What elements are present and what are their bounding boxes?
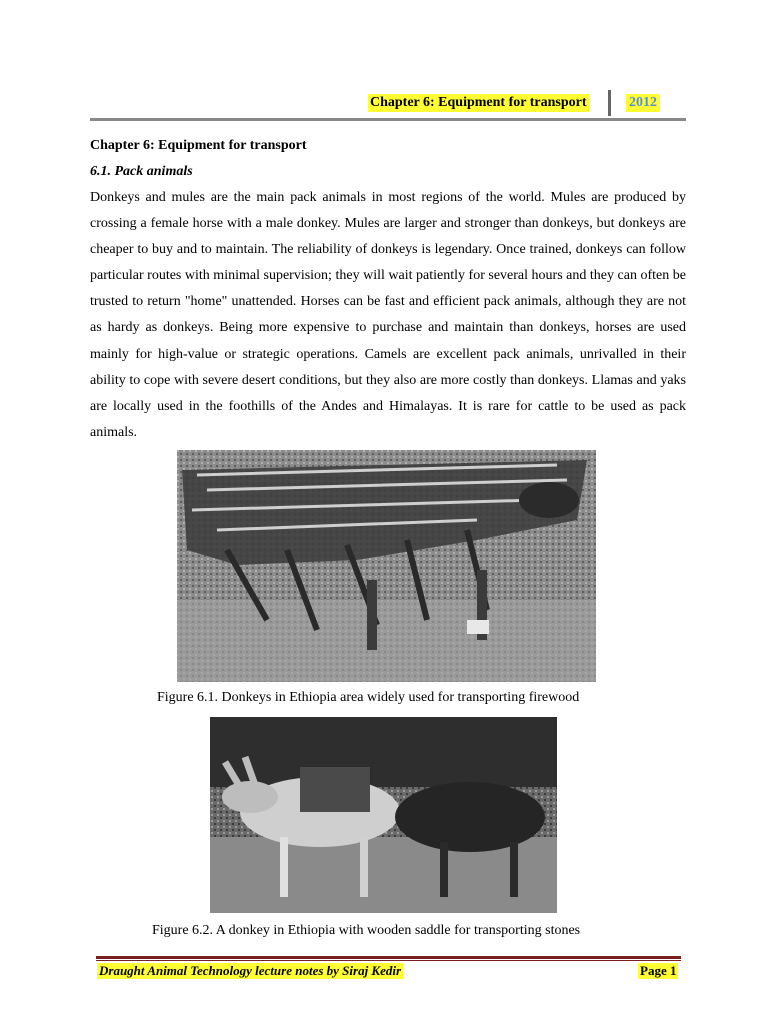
header-separator (608, 90, 611, 116)
header-year: 2012 (626, 94, 660, 112)
body-paragraph: Donkeys and mules are the main pack animals in most regions of the world. Mules are produced by crossing a female horse with a male donkey. Mules are larger and stronger than donkeys, but donkeys are cheaper to buy and to maintain. The reliability of donkeys is legendary. Once trained, donkeys can follow particular routes with minimal supervision; they will wait patiently for several hours and they can often be trusted to return "home" unattended. Horses can be fast and efficient pack animals, although they are not as hardy as donkeys. Being more expensive to purchase and maintain than donkeys, horses are used mainly for high-value or strategic operations. Camels are excellent pack animals, unrivalled in their ability to cope with severe desert conditions, but they also are more costly than donkeys. Llamas and yaks are locally used in the foothills of the Andes and Himalayas. It is rare for cattle to be used as pack animals. (90, 190, 686, 440)
footer-author-note: Draught Animal Technology lecture notes by Siraj Kedir (99, 963, 402, 978)
chapter-heading: Chapter 6: Equipment for transport (90, 138, 307, 153)
header-rule (90, 118, 686, 121)
page-header (90, 90, 686, 122)
footer-page-number: Page 1 (640, 963, 677, 978)
figure-donkey-saddle-image (210, 717, 557, 913)
footer-rule-thin (96, 960, 681, 961)
header-title: Chapter 6: Equipment for transport (370, 95, 587, 110)
footer-rule (96, 956, 681, 959)
figure-1-caption: Figure 6.1. Donkeys in Ethiopia area widely used for transporting firewood (157, 690, 580, 705)
section-heading: 6.1. Pack animals (90, 164, 193, 179)
figure-2-caption: Figure 6.2. A donkey in Ethiopia with wooden saddle for transporting stones (152, 923, 581, 938)
figure-donkeys-firewood-image (177, 450, 596, 682)
